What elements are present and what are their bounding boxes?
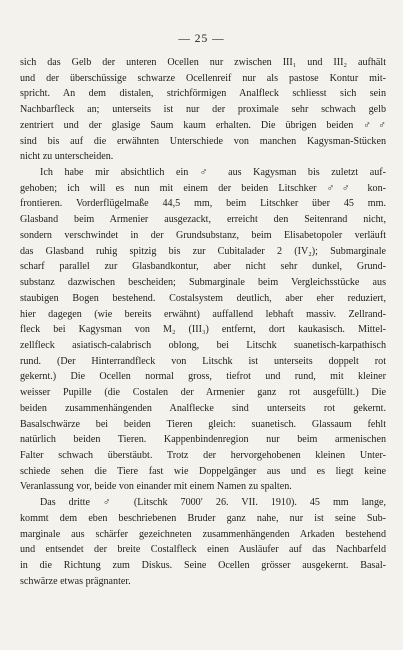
- text-line: schiede sehen die Tiere fast wie Doppelgänger aus und es liegt keine: [20, 465, 386, 477]
- body-text: [20, 55, 386, 589]
- text-line: scharf parallel zur Glasbandkontur, aber nicht sehr dunkel, Grund-: [20, 261, 386, 273]
- text-line: schwärze etwas prägnanter.: [20, 575, 131, 587]
- text-line: gekernt.) Die Ocellen normal gross, tiefrot und rund, mit kleiner: [20, 371, 386, 383]
- text-line: frontieren. Vorderflügelmaße 44,5 mm, beim Litschker über 45 mm.: [20, 198, 386, 210]
- text-line: Falter schwach überstäubt. Trotz der hervorgehobenen kleinen Unter-: [20, 449, 386, 461]
- text-line: sich das Gelb der unteren Ocellen nur zwischen III₁ und III₂ aufhält: [20, 57, 386, 68]
- text-line: in die Richtung zum Diskus. Seine Ocellen grösser ausgekernt. Basal-: [20, 560, 386, 571]
- text-line: spricht. An dem distalen, strichförmigen Analfleck schliesst sich sein: [20, 88, 386, 100]
- page-number: — 25 —: [178, 33, 225, 45]
- text-line: Glasband beim Armenier ausgezackt, erreicht den Seitenrand nicht,: [20, 214, 386, 226]
- text-line: das Glasband ruhig spitzig bis zur Cubitalader 2 (IV₂); Submarginale: [20, 245, 386, 257]
- text-line: und der überschüssige schwarze Ocellenreif nur als pastose Kontur mit-: [20, 72, 386, 84]
- text-line: substanz dazwischen bescheiden; Submarginale beim Vergleichsstücke aus: [20, 277, 386, 289]
- text-line: kommt dem eben beschriebenen Bruder ganz nahe, nur ist seine Sub-: [20, 512, 386, 524]
- text-line: rund. (Der Hinterrandfleck von Litschk ist unterseits doppelt rot: [20, 355, 386, 367]
- text-line: Ich habe mir absichtlich ein ♂ aus Kagysman bis zuletzt auf-: [40, 167, 386, 179]
- text-line: nicht zu unterscheiden.: [20, 151, 114, 163]
- text-line: sind bis auf die erwähnten Unterschiede von manchen Kagysman-Stücken: [20, 135, 386, 147]
- text-line: fleck bei Kagysman von M₂ (III₃) entfernt, dort kaukasisch. Mittel-: [20, 324, 386, 336]
- text-line: zentriert und der glasige Saum kaum erhalten. Die übrigen beiden ♂♂: [20, 119, 386, 131]
- text-line: sondern verschwindet in der Grundsubstanz, beim Elisabetopoler verläuft: [20, 229, 386, 241]
- text-line: und entsendet der breite Costalfleck einen Ausläufer auf das Nachbarfeld: [20, 544, 386, 556]
- text-line: gehoben; ich will es nun mit einem der beiden Litschker ♂♂ kon-: [20, 182, 386, 194]
- text-line: Das dritte ♂ (Litschk 7000′ 26. VII. 1910). 45 mm lange,: [40, 497, 386, 509]
- text-line: weisser Pupille (die Costalen der Armenier ganz rot ausgefüllt.) Die: [20, 387, 386, 399]
- text-line: zellfleck asiatisch-calabrisch oblong, bei Litschk suanetisch-karpathisch: [20, 339, 386, 351]
- text-line: hier dagegen (wie bereits erwähnt) auffallend lebhaft massiv. Zellrand-: [20, 308, 386, 320]
- text-line: marginale aus schärfer gezeichneten zusammenhängenden Arkaden bestehend: [20, 528, 386, 540]
- text-line: staubigen Bogen bestehend. Costalsystem deutlich, aber eher reduziert,: [20, 292, 386, 304]
- text-line: natürlich beiden Tieren. Kappenbindenregion nur beim armenischen: [20, 434, 386, 446]
- text-line: Veranlassung vor, beide von einander mit einem Namen zu spalten.: [20, 481, 292, 493]
- text-line: Basalschwärze bei beiden Tieren gleich: suanetisch. Glassaum fehlt: [20, 418, 386, 430]
- text-line: beiden zusammenhängenden Analflecke sind unterseits rot gekernt.: [20, 402, 386, 414]
- text-line: Nachbarfleck an; unterseits ist nur der proximale sehr schwach gelb: [20, 104, 386, 116]
